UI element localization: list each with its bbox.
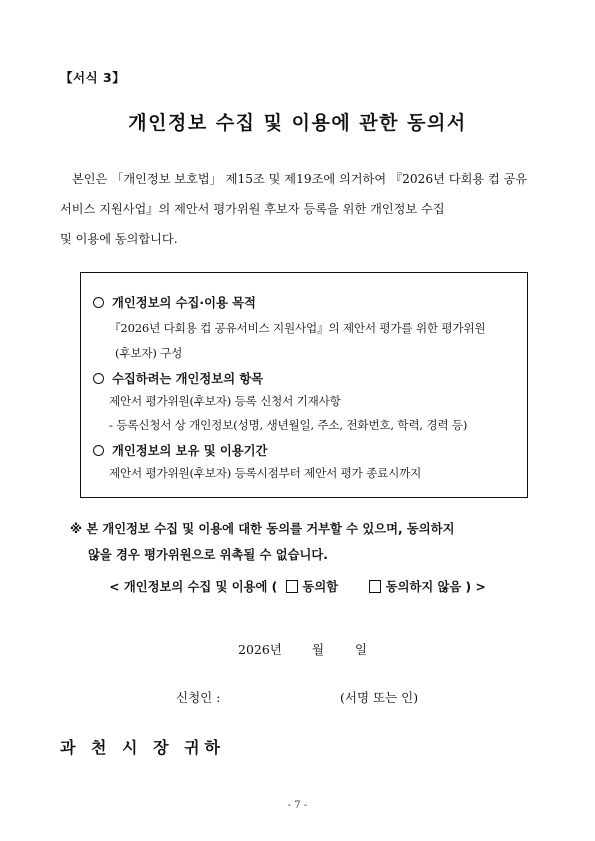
form-label: 【서식 3】 <box>60 70 126 85</box>
addressee: 과 천 시 장 귀하 <box>60 738 226 757</box>
intro-line-1: 본인은 「개인정보 보호법」 제15조 및 제19조에 의거하여 『2026년 다회용 컵 공유 <box>72 172 528 186</box>
date-month: 월 <box>312 642 325 657</box>
items-line-1: 제안서 평가위원(후보자) 등록 신청서 기재사항 <box>109 394 341 408</box>
notice-line-1: ※ 본 개인정보 수집 및 이용에 대한 동의를 거부할 수 있으며, 동의하지 <box>70 522 455 536</box>
page-number: - 7 - <box>287 800 308 811</box>
date-day: 일 <box>355 642 368 657</box>
items-line-2: - 등록신청서 상 개인정보(성명, 생년월일, 주소, 전화번호, 학력, 경력 등) <box>109 418 468 432</box>
retention-line-1: 제안서 평가위원(후보자) 등록시점부터 제안서 평가 종료시까지 <box>109 466 422 480</box>
applicant-label: 신청인 : <box>176 690 221 705</box>
circle-bullet-icon <box>93 373 104 384</box>
purpose-line-2: (후보자) 구성 <box>115 346 183 360</box>
circle-bullet-icon <box>93 445 104 456</box>
date-year: 2026년 <box>238 642 282 657</box>
consent-choice-row <box>0 577 595 595</box>
document-title: 개인정보 수집 및 이용에 관한 동의서 <box>128 112 467 134</box>
notice-line-2: 않을 경우 평가위원으로 위촉될 수 없습니다. <box>88 548 328 562</box>
purpose-line-1: 『2026년 다회용 컵 공유서비스 지원사업』의 제안서 평가를 위한 평가위원 <box>109 321 486 335</box>
retention-heading: 개인정보의 보유 및 이용기간 <box>93 441 267 459</box>
circle-bullet-icon <box>93 297 104 308</box>
agree-checkbox[interactable] <box>286 580 298 593</box>
disagree-label: 동의하지 않음 ) > <box>385 580 486 594</box>
agree-label: 동의함 <box>302 580 339 594</box>
intro-line-2: 서비스 지원사업』의 제안서 평가위원 후보자 등록을 위한 개인정보 수집 <box>60 202 445 216</box>
consent-details-box <box>80 272 528 498</box>
intro-line-3: 및 이용에 동의합니다. <box>60 232 178 246</box>
signature-note: (서명 또는 인) <box>340 690 419 705</box>
consent-prefix: < 개인정보의 수집 및 이용에 ( <box>109 580 278 594</box>
items-heading: 수집하려는 개인정보의 항목 <box>93 369 263 387</box>
intro-paragraph <box>60 164 555 254</box>
disagree-checkbox[interactable] <box>369 580 381 593</box>
purpose-heading: 개인정보의 수집·이용 목적 <box>93 293 256 311</box>
refusal-notice <box>70 516 540 568</box>
